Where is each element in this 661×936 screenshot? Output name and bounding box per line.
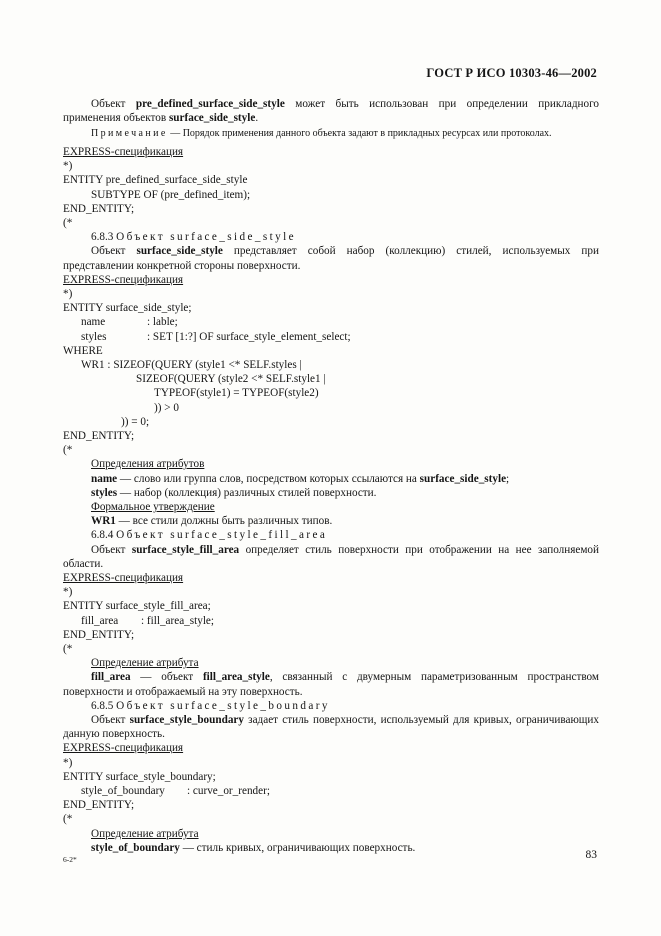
comment-open: (*	[63, 813, 73, 826]
footer-signature: 6-2*	[63, 855, 77, 864]
comment-close: *)	[63, 287, 73, 300]
formal-rule-heading: Формальное утверждение	[91, 500, 215, 513]
attr-name: fill_area	[81, 614, 119, 627]
text: Объект	[91, 543, 132, 556]
section-entity: surface_side_style	[165, 231, 297, 244]
def-key: styles	[91, 486, 118, 499]
section-entity: surface_style_boundary	[165, 699, 330, 712]
paragraph-fill-area	[63, 543, 599, 571]
def-key: WR1	[91, 515, 116, 528]
code-line: ENTITY surface_style_boundary;	[63, 770, 216, 783]
comment-close: *)	[63, 756, 73, 769]
text: задает стиль поверхности, используемый для кривых, ограничивающих данную поверхность.	[63, 714, 600, 741]
section-number: 6.8.5	[91, 699, 117, 712]
section-word: Объект	[116, 231, 165, 244]
attr-def-heading: Определение атрибута	[91, 827, 199, 840]
page-number: 83	[585, 849, 597, 861]
code-line: TYPEOF(style1) = TYPEOF(style2)	[154, 387, 319, 400]
express-spec-heading: EXPRESS-спецификация	[63, 273, 184, 286]
attr-name: name	[81, 316, 106, 329]
code-line: END_ENTITY;	[63, 628, 135, 641]
comment-close: *)	[63, 586, 73, 599]
code-line: )) > 0	[154, 401, 179, 414]
express-spec-heading: EXPRESS-спецификация	[63, 742, 184, 755]
comment-open: (*	[63, 216, 73, 229]
document-header: ГОСТ Р ИСО 10303-46—2002	[426, 66, 597, 80]
code-line: )) = 0;	[121, 415, 150, 428]
definition-fill-area	[63, 670, 599, 698]
entity-name: fill_area_style	[202, 671, 270, 684]
text: может быть использован при определении прикладного применения объектов	[63, 98, 600, 125]
text: Объект	[91, 98, 136, 110]
text: Объект	[91, 714, 130, 727]
paragraph-boundary	[63, 713, 599, 741]
section-entity: surface_style_fill_area	[165, 529, 328, 542]
definition-styles	[63, 486, 599, 500]
entity-name: surface_style_boundary	[129, 714, 244, 727]
code-line	[63, 784, 599, 798]
text: представляет собой набор (коллекцию) стилей, используемых при представлении конкретной стороны поверхности.	[63, 245, 599, 272]
attr-def-heading: Определение атрибута	[91, 657, 199, 670]
note	[63, 128, 599, 141]
code-line: END_ENTITY;	[63, 202, 135, 215]
code-line	[63, 614, 599, 628]
text: , связанный с двумерным параметризованным пространством поверхности и отображаемый на эту поверхность.	[63, 671, 599, 698]
text: ;	[506, 472, 510, 485]
def-text: — слово или группа слов, посредством которых ссылаются на	[117, 472, 420, 485]
definition-wr1	[63, 514, 599, 528]
def-key: fill_area	[91, 671, 131, 684]
attr-defs-heading: Определения атрибутов	[91, 458, 205, 471]
section-number: 6.8.4	[91, 529, 117, 542]
entity-name: surface_style_fill_area	[131, 543, 240, 556]
page-content	[63, 97, 599, 855]
definition-name	[63, 472, 599, 486]
def-text: — стиль кривых, ограничивающих поверхность.	[179, 841, 416, 854]
code-line	[63, 330, 599, 344]
attr-type: : SET [1:?] OF surface_style_element_select;	[147, 330, 351, 343]
def-text: — объект	[130, 671, 203, 684]
code-line: ENTITY surface_style_fill_area;	[63, 600, 211, 613]
code-line: ENTITY surface_side_style;	[63, 302, 192, 315]
attr-name: style_of_boundary	[81, 785, 165, 798]
attr-type: : lable;	[147, 316, 178, 329]
note-text: — Порядок применения данного объекта задают в прикладных ресурсах или протоколах.	[167, 128, 552, 140]
def-key: style_of_boundary	[91, 841, 180, 854]
attr-name: styles	[81, 330, 107, 343]
code-line: SUBTYPE OF (pre_defined_item);	[91, 188, 251, 201]
attr-type: : curve_or_render;	[187, 785, 270, 798]
code-line	[63, 315, 599, 329]
comment-open: (*	[63, 643, 73, 656]
entity-name: surface_side_style	[419, 472, 507, 485]
section-word: Объект	[116, 699, 165, 712]
entity-name: surface_side_style	[136, 245, 223, 258]
code-line: SIZEOF(QUERY (style2 <* SELF.style1 |	[136, 373, 326, 386]
def-key: name	[91, 472, 118, 485]
section-word: Объект	[116, 529, 165, 542]
code-line: ENTITY pre_defined_surface_side_style	[63, 174, 248, 187]
entity-name: surface_side_style	[168, 112, 256, 125]
section-heading-6-8-3	[63, 230, 599, 244]
code-line: END_ENTITY;	[63, 429, 135, 442]
comment-close: *)	[63, 160, 73, 173]
definition-style-of-boundary	[63, 841, 599, 855]
def-text: — все стили должны быть различных типов.	[115, 515, 333, 528]
paragraph-pre-defined	[63, 97, 599, 125]
code-line: WHERE	[63, 344, 103, 357]
section-heading-6-8-4	[63, 528, 599, 542]
text: .	[255, 112, 259, 125]
def-text: — набор (коллекция) различных стилей поверхности.	[117, 486, 377, 499]
section-number: 6.8.3	[91, 231, 117, 244]
code-line: END_ENTITY;	[63, 799, 135, 812]
comment-open: (*	[63, 444, 73, 457]
note-label: Примечание	[91, 128, 168, 140]
attr-type: : fill_area_style;	[141, 614, 215, 627]
text: Объект	[91, 245, 137, 258]
paragraph-surface-side-style	[63, 244, 599, 272]
express-spec-heading: EXPRESS-спецификация	[63, 572, 184, 584]
express-spec-heading: EXPRESS-спецификация	[63, 145, 184, 158]
entity-name: pre_defined_surface_side_style	[135, 98, 285, 110]
text: определяет стиль поверхности при отображении на нее заполняемой области.	[63, 543, 600, 570]
section-heading-6-8-5	[63, 699, 599, 713]
code-line: WR1 : SIZEOF(QUERY (style1 <* SELF.styles |	[81, 358, 302, 371]
